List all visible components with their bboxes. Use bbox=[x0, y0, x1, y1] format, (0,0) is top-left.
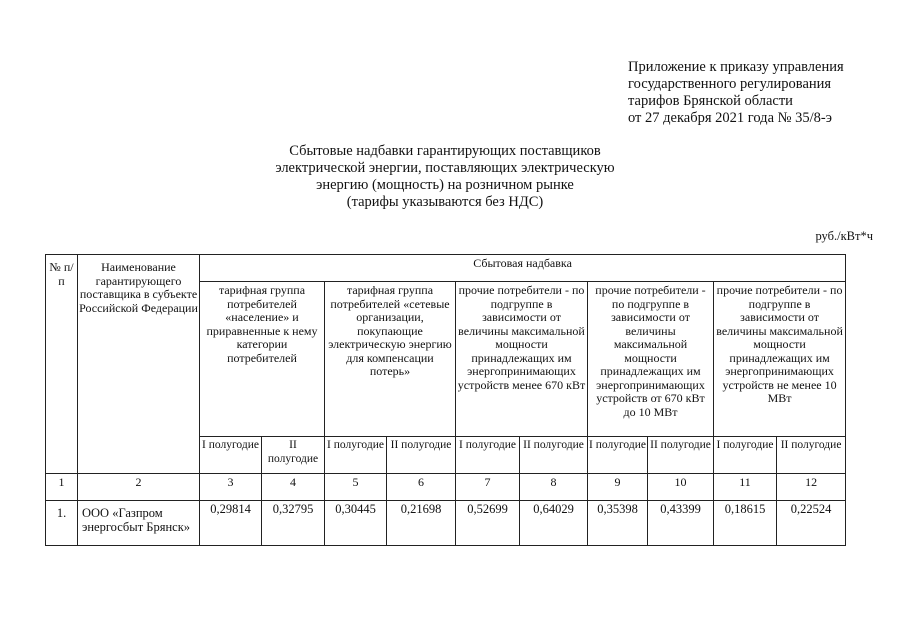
half-year-header: II полугодие bbox=[262, 437, 325, 474]
title-line: электрической энергии, поставляющих электрическую bbox=[275, 160, 615, 176]
title-line: энергию (мощность) на розничном рынке bbox=[316, 177, 574, 193]
tariff-value: 0,35398 bbox=[588, 501, 648, 546]
half-year-header: II полугодие bbox=[387, 437, 456, 474]
table-row bbox=[46, 501, 846, 546]
half-year-header: I полугодие bbox=[588, 437, 648, 474]
half-year-header: I полугодие bbox=[456, 437, 520, 474]
half-year-header: I полугодие bbox=[200, 437, 262, 474]
column-number: 12 bbox=[777, 474, 846, 501]
column-number: 3 bbox=[200, 474, 262, 501]
appendix-header bbox=[628, 59, 893, 127]
column-number: 1 bbox=[46, 474, 78, 501]
appendix-line: Приложение к приказу управления bbox=[628, 59, 844, 75]
column-number: 8 bbox=[520, 474, 588, 501]
column-number: 11 bbox=[714, 474, 777, 501]
tariff-value: 0,32795 bbox=[262, 501, 325, 546]
title-line: (тарифы указываются без НДС) bbox=[346, 194, 544, 210]
group-header-under-670kw: прочие потребители - по подгруппе в зависимости от величины максимальной мощности принадлежащих им энергопринимающих устройств менее 670 кВт bbox=[456, 282, 588, 437]
title-line: Сбытовые надбавки гарантирующих поставщиков bbox=[289, 143, 601, 159]
col-supplier-header: Наименование гарантирующего поставщика в субъекте Российской Федерации bbox=[78, 255, 200, 474]
tariff-value: 0,30445 bbox=[325, 501, 387, 546]
tariff-value: 0,29814 bbox=[200, 501, 262, 546]
half-year-header: I полугодие bbox=[714, 437, 777, 474]
supplier-name: ООО «Газпром энергосбыт Брянск» bbox=[78, 501, 200, 546]
column-number: 2 bbox=[78, 474, 200, 501]
group-header-over-10mw: прочие потребители - по подгруппе в зависимости от величины максимальной мощности принадлежащих им энергопринимающих устройств не менее 10 МВт bbox=[714, 282, 846, 437]
column-number: 5 bbox=[325, 474, 387, 501]
appendix-line: тарифов Брянской области bbox=[628, 93, 793, 109]
group-header-grid-organizations: тарифная группа потребителей «сетевые организации, покупающие электрическую энергию для компенсации потерь» bbox=[325, 282, 456, 437]
col-num-header: № п/п bbox=[46, 255, 78, 474]
half-year-header: II полугодие bbox=[777, 437, 846, 474]
tariff-table bbox=[45, 254, 846, 546]
row-index: 1. bbox=[46, 501, 78, 546]
tariff-value: 0,43399 bbox=[648, 501, 714, 546]
tariff-value: 0,18615 bbox=[714, 501, 777, 546]
tariff-value: 0,64029 bbox=[520, 501, 588, 546]
half-year-header: II полугодие bbox=[648, 437, 714, 474]
column-number: 7 bbox=[456, 474, 520, 501]
column-number: 10 bbox=[648, 474, 714, 501]
tariff-value: 0,21698 bbox=[387, 501, 456, 546]
tariff-value: 0,52699 bbox=[456, 501, 520, 546]
appendix-line: от 27 декабря 2021 года № 35/8-э bbox=[628, 110, 832, 126]
column-number: 6 bbox=[387, 474, 456, 501]
appendix-line: государственного регулирования bbox=[628, 76, 832, 92]
column-number: 9 bbox=[588, 474, 648, 501]
half-year-header: II полугодие bbox=[520, 437, 588, 474]
markup-header: Сбытовая надбавка bbox=[200, 255, 846, 282]
tariff-value: 0,22524 bbox=[777, 501, 846, 546]
half-year-header: I полугодие bbox=[325, 437, 387, 474]
group-header-670kw-10mw: прочие потребители - по подгруппе в зависимости от величины максимальной мощности принадлежащих им энергопринимающих устройств от 670 кВт до 10 МВт bbox=[588, 282, 714, 437]
column-number: 4 bbox=[262, 474, 325, 501]
unit-label: руб./кВт*ч bbox=[815, 229, 873, 243]
document-title bbox=[230, 143, 660, 211]
group-header-population: тарифная группа потребителей «население» и приравненные к нему категории потребителей bbox=[200, 282, 325, 437]
